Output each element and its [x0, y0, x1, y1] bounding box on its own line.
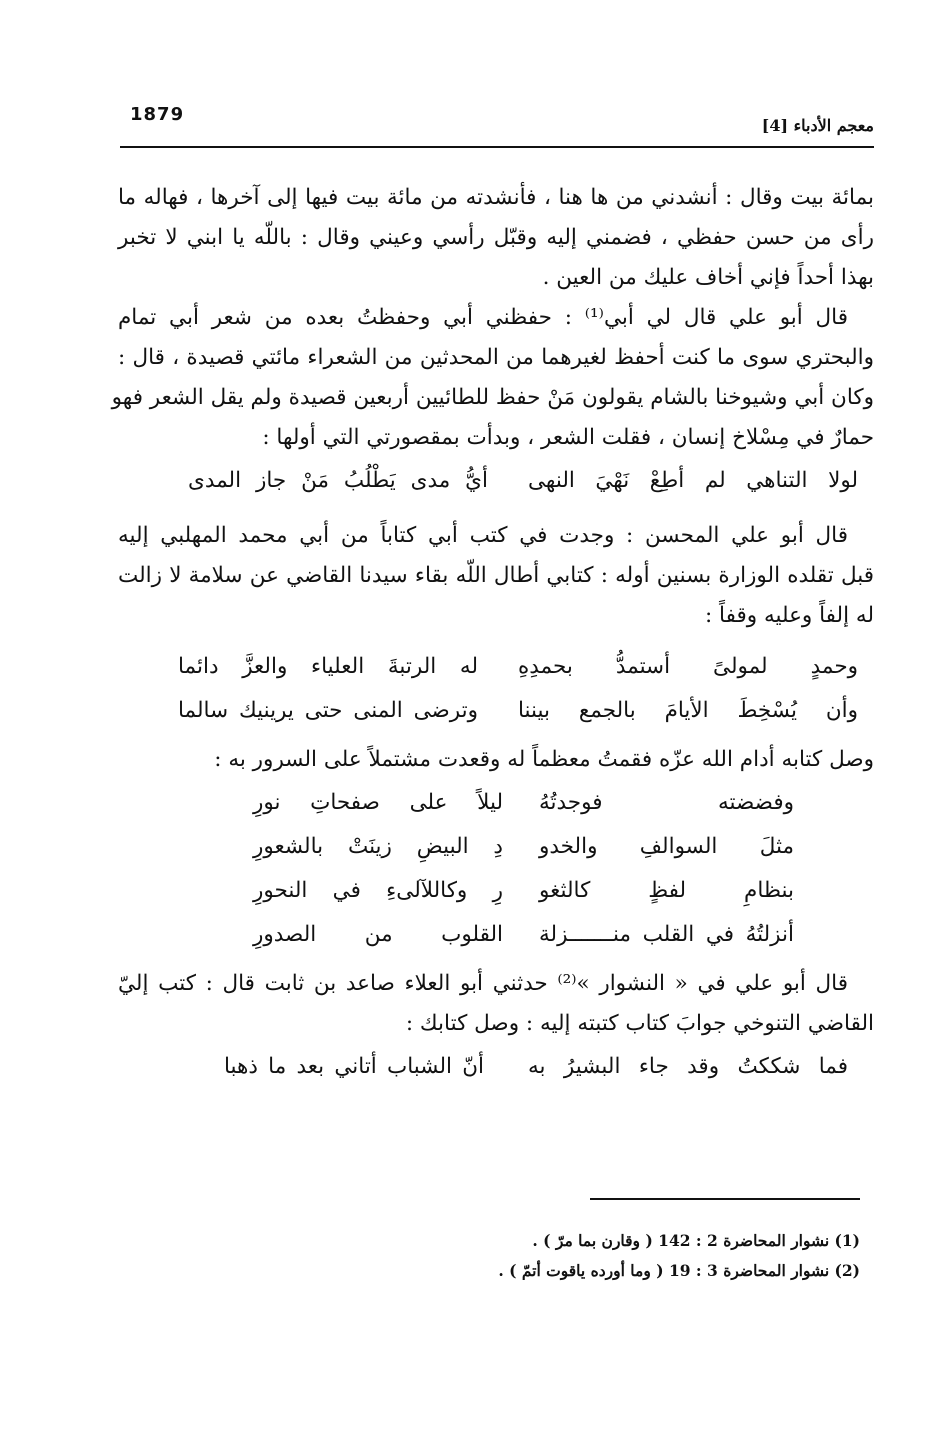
footnote: (2) نشوار المحاضرة 3 : 19 ( وما أورده ياقوت أتمّ ) .	[498, 1261, 860, 1280]
text-line: له إلفاً وعليه وقفاً :	[704, 603, 874, 628]
verse-first-hemistich: بنظامِ لفظٍ كالثغو	[539, 877, 794, 903]
verse-line	[118, 644, 874, 688]
page-number: 1879	[130, 104, 185, 125]
verse-line	[118, 912, 874, 956]
main-text	[111, 178, 874, 1088]
text-line: وكان أبي وشيوخنا بالشام يقولون مَنْ حفظ للطائيين أربعين قصيدة ولم يقل الشعر فهو	[111, 385, 874, 410]
text-line: قال أبو علي المحسن : وجدت في كتب أبي كتاباً من أبي محمد المهلبي إليه	[118, 523, 848, 548]
footnote: (1) نشوار المحاضرة 2 : 142 ( وقارن بما مرّ ) .	[532, 1231, 860, 1250]
verse-line	[118, 868, 874, 912]
verse-second-hemistich: أنّ الشباب أتاني بعد ما ذهبا	[224, 1053, 484, 1079]
footnote-divider	[590, 1198, 860, 1200]
running-title: معجم الأدباء [4]	[761, 116, 874, 135]
verse-line	[118, 458, 874, 502]
paragraph-3	[118, 516, 874, 636]
text-line: قبل تقلده الوزارة بسنين أوله : كتابي أطال اللّه بقاء سيدنا القاضي عن سلامة لا زالت	[118, 563, 874, 588]
verse-second-hemistich: القلوب من الصدورِ	[253, 921, 503, 947]
verse-second-hemistich: أيُّ مدى يَطْلُبُ مَنْ جاز المدى	[188, 467, 488, 493]
verse-first-hemistich: أنزلتُهُ في القلب منـــــــزلة	[539, 921, 794, 947]
verse-line	[118, 1044, 874, 1088]
paragraph-1	[118, 178, 874, 298]
verse-line	[118, 688, 874, 732]
verse-second-hemistich: وترضى المنى حتى يرينيك سالما	[178, 697, 478, 723]
verse-line	[118, 824, 874, 868]
text-line: القاضي التنوخي جوابَ كتاب كتبته إليه : وصل كتابك :	[405, 1011, 874, 1036]
verse-first-hemistich: لولا التناهي لم أطِعْ نَهْيَ النهى	[528, 467, 858, 493]
verse-first-hemistich: وحمدٍ لمولىً أستمدُّ بحمدِهِ	[518, 653, 858, 679]
page-header	[120, 100, 874, 148]
verse-second-hemistich: له الرتبةَ العلياء والعزَّ دائما	[178, 653, 478, 679]
verse-second-hemistich: رِ وكاللآلىءِ في النحورِ	[253, 877, 503, 903]
text-line: قال أبو علي قال لي أبي⁽¹⁾ : حفظني أبي وحفظتُ بعده من شعر أبي تمام	[118, 305, 848, 330]
verse-first-hemistich: وفضضته فوجدتُهُ	[539, 789, 794, 815]
verse-line	[118, 780, 874, 824]
verse-first-hemistich: وأن يُسْخِطَ الأيامَ بالجمع بيننا	[518, 697, 858, 723]
text-line: قال أبو علي في « النشوار »⁽²⁾ حدثني أبو العلاء صاعد بن ثابت قال : كتب إليّ	[118, 971, 849, 996]
paragraph-5	[118, 964, 874, 1044]
text-line: حمارٌ في مِسْلاخ إنسان ، فقلت الشعر ، وبدأت بمقصورتي التي أولها :	[262, 425, 874, 450]
verse-first-hemistich: مثلَ السوالفِ والخدو	[539, 833, 794, 859]
verse-second-hemistich: دِ البيضِ زينَتْ بالشعورِ	[253, 833, 503, 859]
paragraph-4	[118, 740, 874, 780]
verse-second-hemistich: ليلاً على صفحاتِ نورِ	[253, 789, 503, 815]
verse-first-hemistich: فما شككتُ وقد جاء البشيرُ به	[528, 1053, 848, 1079]
text-line: وصل كتابه أدام الله عزّه فقمتُ معظماً له وقعدت مشتملاً على السرور به :	[214, 747, 874, 772]
text-line: بهذا أحداً فإني أخاف عليك من العين .	[542, 265, 874, 290]
text-line: رأى من حسن حفظي ، فضمني إليه وقبّل رأسي وعيني وقال : باللّه يا ابني لا تخبر	[118, 225, 874, 250]
text-line: بمائة بيت وقال : أنشدني من ها هنا ، فأنشدته من مائة بيت فيها إلى آخرها ، فهاله ما	[118, 185, 874, 210]
footnotes	[498, 1226, 860, 1286]
text-line: والبحتري سوى ما كنت أحفظ لغيرهما من المحدثين من الشعراء مائتي قصيدة ، قال :	[118, 345, 874, 370]
paragraph-2	[111, 298, 874, 458]
